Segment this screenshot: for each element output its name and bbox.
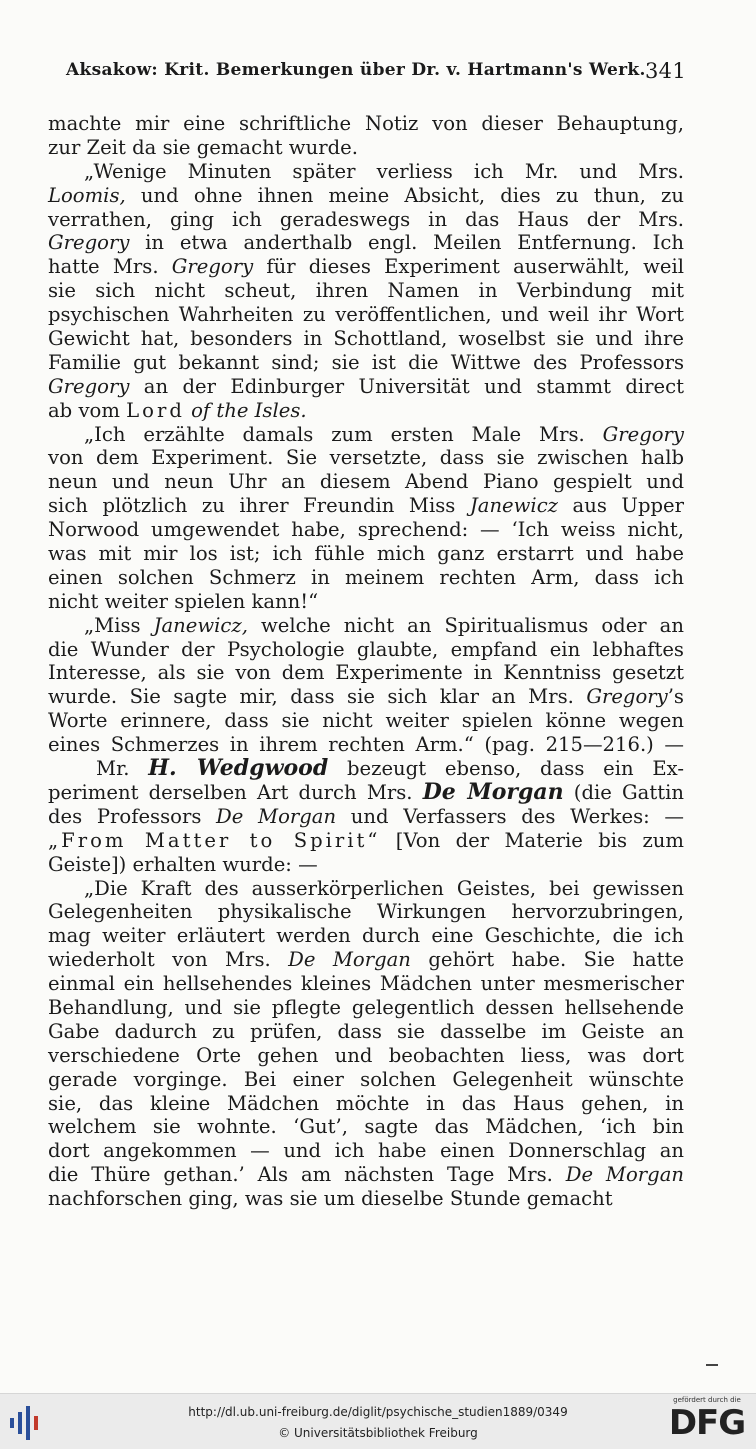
text-line	[48, 685, 684, 709]
text-run: Janewicz	[469, 494, 558, 518]
text-line	[48, 327, 684, 351]
body-text	[48, 112, 684, 1211]
text-run: Geiste]) erhalten wurde: —	[48, 852, 318, 876]
text-run: Behandlung, und sie pflegte gelegentlich dessen hellsehende	[48, 995, 684, 1019]
text-line	[48, 924, 684, 948]
text-run: Gregory	[602, 422, 684, 446]
text-line	[48, 1044, 684, 1068]
text-run: „Miss	[84, 613, 154, 637]
text-run: hatte Mrs.	[48, 255, 172, 279]
text-line	[48, 757, 684, 781]
text-run: H. Wedgwood	[148, 755, 329, 782]
text-line	[48, 1020, 684, 1044]
text-run: bezeugt ebenso, dass ein Ex-	[328, 757, 684, 781]
text-line	[48, 303, 684, 327]
text-run: dort angekommen — und ich habe einen Donnerschlag an	[48, 1139, 684, 1163]
text-line	[48, 778, 685, 805]
text-run: die Wunder der Psychologie glaubte, empfand ein lebhaftes	[48, 637, 684, 661]
text-run: welchem sie wohnte. ‘Gut’, sagte das Mädchen, ‘ich bin	[48, 1115, 684, 1139]
text-run: periment derselben Art durch Mrs.	[48, 780, 423, 804]
text-line	[48, 351, 684, 375]
text-run: welche nicht an Spiritualismus oder an	[247, 613, 684, 637]
copyright-notice: © Universitätsbibliothek Freiburg	[278, 1426, 478, 1440]
text-line	[48, 805, 684, 829]
text-run: ab vom	[48, 398, 127, 422]
text-run: neun und neun Uhr an diesem Abend Piano gespielt und	[48, 470, 684, 494]
text-line	[48, 614, 684, 638]
text-line	[48, 136, 684, 160]
text-run: und Verfassers des Werkes: —	[336, 804, 684, 828]
text-line	[48, 160, 684, 184]
text-run: De Morgan	[288, 948, 411, 972]
source-url[interactable]: http://dl.ub.uni-freiburg.de/diglit/psychische_studien1889/0349	[188, 1405, 568, 1419]
text-run: [Von der Materie bis zum	[380, 828, 684, 852]
text-run: nachforschen ging, was sie um dieselbe Stunde gemacht	[48, 1187, 613, 1211]
text-run: einmal ein hellsehendes kleines Mädchen unter mesmerischer	[48, 972, 684, 996]
text-line	[48, 1068, 684, 1092]
text-run: machte mir eine schriftliche Notiz von dieser Behauptung,	[48, 112, 684, 135]
text-line	[48, 566, 684, 590]
text-line	[48, 542, 684, 566]
text-run: nicht weiter spielen kann!“	[48, 589, 319, 613]
text-line	[48, 853, 684, 877]
text-run: „From Matter to Spirit“	[48, 828, 381, 852]
text-run: Gregory	[171, 255, 254, 279]
text-run: in etwa anderthalb engl. Meilen Entfernung. Ich	[129, 231, 684, 255]
text-line	[48, 399, 684, 423]
text-run: an der Edinburger Universität und stammt direct	[129, 374, 684, 398]
text-line	[48, 375, 684, 399]
text-line	[48, 231, 684, 255]
running-header	[66, 59, 686, 83]
text-run: Gabe dadurch zu prüfen, dass sie dasselbe im Geiste an	[48, 1019, 684, 1043]
text-line	[48, 518, 684, 542]
page-number: 341	[645, 59, 686, 83]
text-run: einen solchen Schmerz in meinem rechten Arm, dass ich	[48, 565, 684, 589]
text-line	[48, 470, 684, 494]
text-run: ’s	[667, 685, 684, 709]
text-run: Interesse, als sie von dem Experimente in Kenntniss gesetzt	[48, 661, 684, 685]
text-line	[48, 709, 684, 733]
text-run: Norwood umgewendet habe, sprechend: — ‘Ich weiss nicht,	[48, 518, 684, 542]
text-line	[48, 733, 684, 757]
text-line	[48, 877, 684, 901]
text-line	[48, 208, 684, 232]
text-run: Gregory	[48, 231, 130, 255]
text-run: sie sich nicht scheut, ihren Namen in Verbindung mit	[48, 279, 684, 303]
text-line	[48, 112, 684, 136]
text-line	[48, 900, 684, 924]
text-run: Janewicz,	[153, 613, 248, 637]
text-line	[48, 948, 684, 972]
text-run: des Professors	[48, 804, 217, 828]
text-line	[48, 661, 684, 685]
text-run: wiederholt von Mrs.	[48, 948, 289, 972]
text-run: „Wenige Minuten später verliess ich Mr. und Mrs.	[84, 159, 684, 183]
text-run: aus Upper	[558, 494, 684, 518]
text-run: eines Schmerzes in ihrem rechten Arm.“ (pag. 215—216.) —	[48, 733, 684, 757]
text-line	[48, 494, 684, 518]
text-run: und ohne ihnen meine Absicht, dies zu thun, zu	[125, 183, 684, 207]
text-run: mag weiter erläutert werden durch eine Geschichte, die ich	[48, 924, 684, 948]
text-line	[48, 829, 684, 853]
text-line	[48, 279, 684, 303]
text-run: wurde. Sie sagte mir, dass sie sich klar an Mrs.	[48, 685, 587, 709]
text-run: De Morgan	[422, 778, 564, 805]
dfg-caption: gefördert durch die	[673, 1396, 741, 1404]
text-line	[48, 255, 684, 279]
text-run: von dem Experiment. Sie versetzte, dass sie zwischen halb	[48, 446, 684, 470]
text-run: gehört habe. Sie hatte	[410, 948, 684, 972]
text-line	[48, 446, 684, 470]
text-run: für dieses Experiment auserwählt, weil	[253, 255, 684, 279]
text-run: sich plötzlich zu ihrer Freundin Miss	[48, 494, 470, 518]
text-run: De Morgan	[216, 804, 337, 828]
page-mark	[706, 1364, 718, 1366]
text-run: sie, das kleine Mädchen möchte in das Haus gehen, in	[48, 1091, 684, 1115]
dfg-logo	[666, 1396, 748, 1446]
text-run: psychischen Wahrheiten zu veröffentlichen, und weil ihr Wort	[48, 303, 684, 327]
text-run: Familie gut bekannt sind; sie ist die Wittwe des Professors	[48, 350, 684, 374]
text-line	[48, 638, 684, 662]
text-run: die Thüre gethan.’ Als am nächsten Tage Mrs.	[48, 1163, 566, 1187]
text-run: Gregory	[586, 685, 668, 709]
text-line	[48, 1092, 684, 1116]
dfg-logo-text: DFG	[668, 1403, 746, 1443]
text-run: Mr.	[96, 757, 149, 781]
text-run: Gelegenheiten physikalische Wirkungen hervorzubringen,	[48, 900, 684, 924]
text-run: Worte erinnere, dass sie nicht weiter spielen könne wegen	[48, 709, 684, 733]
text-run: was mit mir los ist; ich fühle mich ganz erstarrt und habe	[48, 542, 684, 566]
text-run: gerade vorginge. Bei einer solchen Gelegenheit wünschte	[48, 1067, 684, 1091]
text-run: Gregory	[48, 374, 130, 398]
text-line	[48, 1187, 684, 1211]
text-line	[48, 423, 684, 447]
text-line	[48, 1163, 684, 1187]
text-run: „Ich erzählte damals zum ersten Male Mrs.	[84, 422, 603, 446]
text-run: Gewicht hat, besonders in Schottland, woselbst sie und ihre	[48, 327, 684, 351]
text-line	[48, 590, 684, 614]
text-run: verrathen, ging ich geradeswegs in das Haus der Mrs.	[48, 207, 684, 231]
text-line	[48, 1115, 684, 1139]
text-run: Lord	[126, 398, 185, 422]
text-run: Loomis,	[48, 183, 126, 207]
text-run: De Morgan	[565, 1163, 684, 1187]
text-line	[48, 1139, 684, 1163]
text-line	[48, 184, 684, 208]
text-run: verschiedene Orte gehen und beobachten liess, was dort	[48, 1043, 684, 1067]
running-title: Aksakow: Krit. Bemerkungen über Dr. v. Hartmann's Werk.	[66, 60, 646, 80]
text-run: zur Zeit da sie gemacht wurde.	[48, 135, 358, 159]
text-run: of the Isles.	[191, 398, 307, 422]
viewer-footer	[0, 1393, 756, 1449]
text-run: (die Gattin	[563, 780, 685, 804]
text-line	[48, 972, 684, 996]
text-run: „Die Kraft des ausserkörperlichen Geistes, bei gewissen	[84, 876, 684, 900]
text-line	[48, 996, 684, 1020]
